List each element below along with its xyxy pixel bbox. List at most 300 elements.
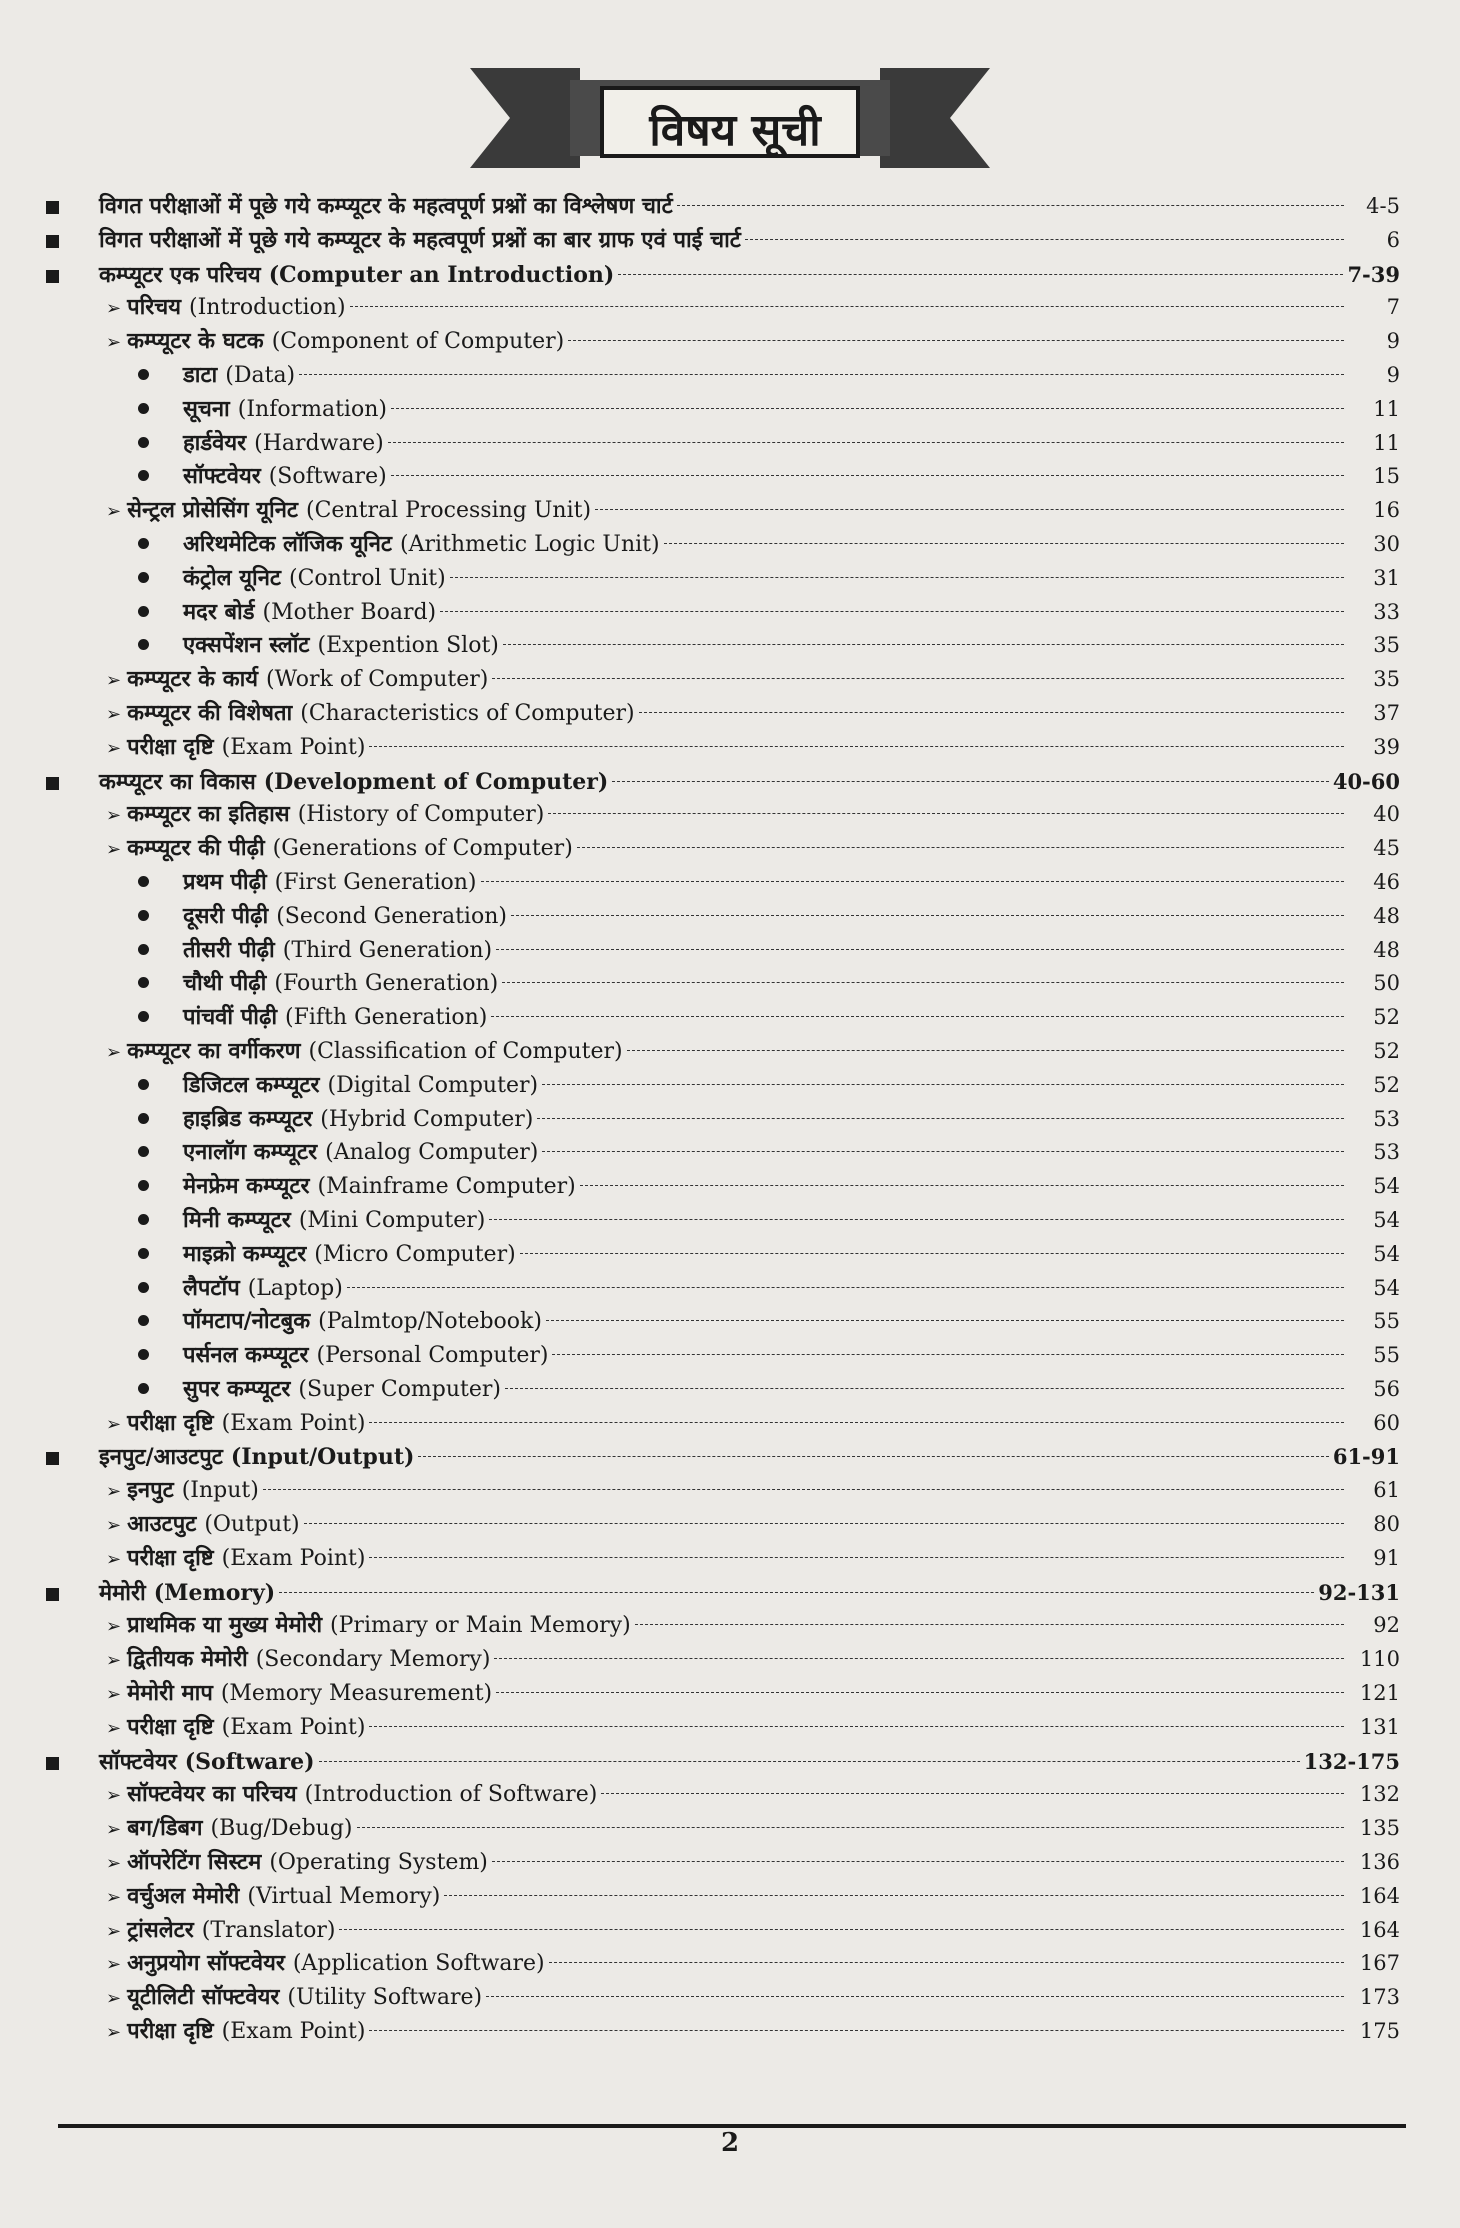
entry-title-hindi: तीसरी पीढ़ी: [183, 936, 275, 963]
entry-page-number: 92-131: [1318, 1579, 1400, 1605]
toc-entry: [40, 1103, 1400, 1137]
toc-entry: [40, 325, 1400, 359]
entry-title-hindi: परिचय: [127, 294, 182, 321]
entry-title-english: (Component of Computer): [271, 329, 565, 355]
entry-title-hindi: सॉफ्टवेयर का परिचय: [127, 1781, 297, 1808]
toc-entry: [40, 697, 1400, 731]
entry-title-hindi: सॉफ्टवेयर: [99, 1748, 177, 1775]
dotted-leader: [568, 340, 1344, 341]
page-title: विषय सूची: [649, 105, 821, 156]
entry-title-english: (Characteristics of Computer): [300, 700, 635, 726]
arrow-bullet-icon: ➢: [106, 1853, 122, 1875]
toc-entry: [40, 562, 1400, 596]
entry-title-english: (Central Processing Unit): [306, 498, 592, 524]
dotted-leader: [511, 915, 1344, 916]
toc-entry: [40, 1238, 1400, 1272]
dotted-leader: [548, 813, 1344, 814]
toc-entry: [40, 967, 1400, 1001]
entry-page-number: 56: [1373, 1376, 1400, 1401]
entry-page-number: 173: [1359, 1985, 1400, 2010]
entry-page-number: 164: [1359, 1883, 1400, 1908]
entry-title-english: (Personal Computer): [316, 1343, 549, 1369]
toc-entry: [40, 1440, 1400, 1474]
dot-bullet-icon: [138, 977, 149, 988]
toc-entry: [40, 1677, 1400, 1711]
entry-page-number: 61-91: [1332, 1444, 1400, 1470]
toc-entry: [40, 1880, 1400, 1914]
arrow-bullet-icon: ➢: [106, 1886, 122, 1908]
toc-entry: [40, 258, 1400, 292]
entry-title-hindi: कम्प्यूटर का इतिहास: [127, 801, 290, 828]
dot-bullet-icon: [138, 876, 149, 887]
dotted-leader: [369, 1726, 1344, 1727]
dotted-leader: [489, 1219, 1344, 1220]
entry-title-english: (Classification of Computer): [308, 1038, 623, 1064]
entry-title-english: (Exam Point): [221, 2019, 366, 2045]
arrow-bullet-icon: ➢: [106, 501, 122, 523]
dot-bullet-icon: [138, 369, 149, 380]
square-bullet-icon: [46, 235, 59, 248]
entry-page-number: 135: [1359, 1816, 1400, 1841]
toc-entry: [40, 832, 1400, 866]
dotted-leader: [496, 949, 1344, 950]
entry-title-english: (Bug/Debug): [210, 1816, 353, 1842]
entry-title-english: (Exam Point): [221, 1545, 366, 1571]
toc-entry: [40, 1542, 1400, 1576]
dotted-leader: [492, 1861, 1344, 1862]
entry-page-number: 6: [1386, 227, 1400, 252]
dot-bullet-icon: [138, 1214, 149, 1225]
dot-bullet-icon: [138, 1349, 149, 1360]
entry-title-hindi: विगत परीक्षाओं में पूछे गये कम्प्यूटर के महत्वपूर्ण प्रश्नों का बार ग्राफ एवं पाई चार्ट: [99, 226, 741, 253]
entry-title-hindi: मिनी कम्प्यूटर: [183, 1206, 291, 1233]
dotted-leader: [418, 1456, 1328, 1457]
entry-title-hindi: दूसरी पीढ़ी: [183, 902, 269, 929]
entry-title-english: (Operating System): [269, 1850, 488, 1876]
dotted-leader: [505, 1388, 1344, 1389]
dotted-leader: [496, 1692, 1344, 1693]
square-bullet-icon: [46, 201, 59, 214]
entry-page-number: 45: [1373, 836, 1400, 861]
entry-title-hindi: पांचवीं पीढ़ी: [183, 1004, 278, 1031]
toc-entry: [40, 1508, 1400, 1542]
dot-bullet-icon: [138, 1113, 149, 1124]
dot-bullet-icon: [138, 944, 149, 955]
toc-entry: [40, 1272, 1400, 1306]
dotted-leader: [612, 781, 1329, 782]
entry-page-number: 39: [1373, 734, 1400, 759]
toc-entry: [40, 1170, 1400, 1204]
dotted-leader: [601, 1793, 1344, 1794]
entry-title-hindi: इनपुट/आउटपुट: [99, 1444, 223, 1471]
toc-entry: [40, 731, 1400, 765]
dotted-leader: [481, 881, 1345, 882]
entry-title-hindi: मदर बोर्ड: [183, 598, 255, 625]
entry-title-hindi: परीक्षा दृष्टि: [127, 1713, 214, 1740]
entry-page-number: 110: [1359, 1647, 1400, 1672]
toc-entry: [40, 1339, 1400, 1373]
entry-title-hindi: कम्प्यूटर एक परिचय: [99, 261, 261, 288]
dot-bullet-icon: [138, 1146, 149, 1157]
entry-page-number: 40: [1373, 802, 1400, 827]
entry-page-number: 4-5: [1366, 194, 1400, 218]
dotted-leader: [357, 1827, 1345, 1828]
entry-title-english: (Arithmetic Logic Unit): [400, 531, 660, 557]
dotted-leader: [537, 1118, 1344, 1119]
arrow-bullet-icon: ➢: [106, 670, 122, 692]
entry-title-english: (Software): [268, 464, 387, 490]
entry-title-english: (Introduction of Software): [304, 1782, 598, 1808]
entry-page-number: 54: [1373, 1174, 1400, 1199]
toc-entry: [40, 1812, 1400, 1846]
dot-bullet-icon: [138, 1079, 149, 1090]
dot-bullet-icon: [138, 437, 149, 448]
dotted-leader: [369, 1422, 1344, 1423]
entry-title-hindi: डिजिटल कम्प्यूटर: [183, 1071, 320, 1098]
toc-entry: [40, 798, 1400, 832]
entry-page-number: 52: [1373, 1005, 1400, 1030]
toc-entry: [40, 1609, 1400, 1643]
entry-title-hindi: लैपटॉप: [183, 1274, 240, 1301]
toc-entry: [40, 1035, 1400, 1069]
entry-title-english: (Hardware): [254, 430, 384, 456]
dotted-leader: [664, 543, 1344, 544]
entry-title-english: (Digital Computer): [327, 1072, 539, 1098]
toc-entry: [40, 1745, 1400, 1779]
entry-title-hindi: कम्प्यूटर का विकास: [99, 768, 256, 795]
toc-entry: [40, 2015, 1400, 2049]
dotted-leader: [577, 847, 1344, 848]
square-bullet-icon: [46, 1757, 59, 1770]
entry-title-hindi: आउटपुट: [127, 1511, 197, 1538]
arrow-bullet-icon: ➢: [106, 1413, 122, 1435]
dotted-leader: [595, 509, 1344, 510]
arrow-bullet-icon: ➢: [106, 1988, 122, 2010]
entry-page-number: 37: [1373, 700, 1400, 725]
toc-entry: [40, 359, 1400, 393]
entry-page-number: 35: [1373, 633, 1400, 658]
entry-title-hindi: अरिथमेटिक लॉजिक यूनिट: [183, 530, 393, 557]
dotted-leader: [635, 1624, 1344, 1625]
entry-title-hindi: यूटीलिटी सॉफ्टवेयर: [127, 1984, 280, 2011]
entry-title-hindi: सेन्ट्रल प्रोसेसिंग यूनिट: [127, 497, 298, 524]
toc-entry: [40, 291, 1400, 325]
toc-entry: [40, 1643, 1400, 1677]
entry-title-english: (Secondary Memory): [255, 1647, 491, 1673]
entry-page-number: 7: [1386, 295, 1400, 320]
entry-title-hindi: कंट्रोल यूनिट: [183, 564, 282, 591]
entry-title-hindi: परीक्षा दृष्टि: [127, 1544, 214, 1571]
entry-page-number: 61: [1373, 1478, 1400, 1503]
dotted-leader: [503, 644, 1344, 645]
entry-title-english: (Memory): [153, 1579, 276, 1606]
entry-title-hindi: कम्प्यूटर का वर्गीकरण: [127, 1037, 301, 1064]
entry-title-hindi: चौथी पीढ़ी: [183, 970, 267, 997]
square-bullet-icon: [46, 1588, 59, 1601]
square-bullet-icon: [46, 1452, 59, 1465]
arrow-bullet-icon: ➢: [106, 1684, 122, 1706]
toc-entry: [40, 1981, 1400, 2015]
entry-page-number: 31: [1373, 565, 1400, 590]
dotted-leader: [299, 374, 1344, 375]
dotted-leader: [347, 1287, 1344, 1288]
entry-title-english: (Third Generation): [282, 937, 493, 963]
dotted-leader: [542, 1084, 1344, 1085]
arrow-bullet-icon: ➢: [106, 1819, 122, 1841]
entry-page-number: 48: [1373, 937, 1400, 962]
dotted-leader: [494, 1658, 1344, 1659]
dotted-leader: [369, 746, 1344, 747]
toc-entry: [40, 190, 1400, 224]
entry-title-english: (Exam Point): [221, 1714, 366, 1740]
arrow-bullet-icon: ➢: [106, 1548, 122, 1570]
entry-title-english: (Mini Computer): [298, 1207, 486, 1233]
entry-title-english: (History of Computer): [297, 802, 545, 828]
entry-page-number: 121: [1359, 1681, 1400, 1706]
entry-title-english: (Micro Computer): [314, 1241, 516, 1267]
dotted-leader: [350, 306, 1344, 307]
entry-title-english: (Translator): [201, 1917, 336, 1943]
dotted-leader: [491, 1016, 1344, 1017]
arrow-bullet-icon: ➢: [106, 703, 122, 725]
dotted-leader: [444, 1895, 1344, 1896]
entry-title-hindi: ऑपरेटिंग सिस्टम: [127, 1849, 262, 1876]
entry-title-english: (Work of Computer): [266, 667, 489, 693]
entry-title-english: (Primary or Main Memory): [330, 1613, 631, 1639]
entry-title-english: (Mother Board): [262, 599, 437, 625]
dotted-leader: [440, 611, 1344, 612]
entry-title-hindi: पॉमटाप/नोटबुक: [183, 1308, 311, 1335]
entry-page-number: 92: [1373, 1613, 1400, 1638]
dot-bullet-icon: [138, 572, 149, 583]
entry-title-hindi: बग/डिबग: [127, 1815, 203, 1842]
dotted-leader: [391, 408, 1344, 409]
dotted-leader: [304, 1523, 1344, 1524]
entry-page-number: 30: [1373, 531, 1400, 556]
entry-page-number: 16: [1373, 498, 1400, 523]
entry-title-hindi: पर्सनल कम्प्यूटर: [183, 1342, 309, 1369]
entry-title-english: (Hybrid Computer): [320, 1106, 534, 1132]
entry-title-english: (First Generation): [274, 869, 477, 895]
entry-page-number: 80: [1373, 1512, 1400, 1537]
arrow-bullet-icon: ➢: [106, 2022, 122, 2044]
dot-bullet-icon: [138, 1315, 149, 1326]
toc-entry: [40, 1914, 1400, 1948]
toc-entry: [40, 460, 1400, 494]
dotted-leader: [520, 1253, 1344, 1254]
dotted-leader: [450, 577, 1344, 578]
entry-title-hindi: सूचना: [183, 395, 230, 422]
toc-entry: [40, 1576, 1400, 1610]
entry-page-number: 55: [1373, 1309, 1400, 1334]
dotted-leader: [492, 678, 1344, 679]
arrow-bullet-icon: ➢: [106, 839, 122, 861]
entry-title-english: (Palmtop/Notebook): [318, 1309, 542, 1335]
entry-title-english: (Exam Point): [221, 734, 366, 760]
entry-title-english: (Introduction): [189, 295, 346, 321]
entry-title-english: (Utility Software): [287, 1985, 483, 2011]
entry-title-hindi: कम्प्यूटर के घटक: [127, 328, 264, 355]
entry-title-hindi: माइक्रो कम्प्यूटर: [183, 1240, 307, 1267]
dotted-leader: [279, 1592, 1314, 1593]
entry-title-hindi: प्रथम पीढ़ी: [183, 868, 267, 895]
entry-title-hindi: एनालॉग कम्प्यूटर: [183, 1139, 318, 1166]
entry-page-number: 132: [1359, 1782, 1400, 1807]
dotted-leader: [552, 1354, 1344, 1355]
entry-page-number: 9: [1386, 329, 1400, 354]
toc-entry: [40, 1373, 1400, 1407]
dotted-leader: [263, 1489, 1344, 1490]
entry-title-hindi: मेमोरी माप: [127, 1680, 213, 1707]
dotted-leader: [369, 2030, 1344, 2031]
toc-entry: [40, 1846, 1400, 1880]
entry-title-english: (Analog Computer): [325, 1140, 539, 1166]
arrow-bullet-icon: ➢: [106, 805, 122, 827]
entry-page-number: 53: [1373, 1140, 1400, 1165]
entry-title-english: (Input): [181, 1478, 259, 1504]
entry-title-hindi: इनपुट: [127, 1477, 174, 1504]
entry-page-number: 167: [1359, 1951, 1400, 1976]
entry-title-hindi: परीक्षा दृष्टि: [127, 2018, 214, 2045]
arrow-bullet-icon: ➢: [106, 1717, 122, 1739]
arrow-bullet-icon: ➢: [106, 1650, 122, 1672]
entry-page-number: 131: [1359, 1714, 1400, 1739]
toc-entry: [40, 663, 1400, 697]
dotted-leader: [319, 1761, 1300, 1762]
entry-title-hindi: ट्रांसलेटर: [127, 1916, 194, 1943]
entry-page-number: 7-39: [1347, 261, 1400, 287]
dotted-leader: [745, 239, 1344, 240]
dotted-leader: [639, 712, 1344, 713]
entry-title-english: (Virtual Memory): [247, 1883, 441, 1909]
entry-title-hindi: प्राथमिक या मुख्य मेमोरी: [127, 1612, 323, 1639]
entry-page-number: 175: [1359, 2019, 1400, 2044]
toc-entry: [40, 1407, 1400, 1441]
arrow-bullet-icon: ➢: [106, 1954, 122, 1976]
entry-title-english: (Memory Measurement): [220, 1681, 493, 1707]
toc-entry: [40, 629, 1400, 663]
arrow-bullet-icon: ➢: [106, 1041, 122, 1063]
entry-title-hindi: कम्प्यूटर की पीढ़ी: [127, 835, 265, 862]
entry-title-english: (Fourth Generation): [274, 971, 499, 997]
toc-entry: [40, 1947, 1400, 1981]
arrow-bullet-icon: ➢: [106, 332, 122, 354]
entry-page-number: 52: [1373, 1072, 1400, 1097]
dotted-leader: [486, 1996, 1344, 1997]
toc-entry: [40, 900, 1400, 934]
dot-bullet-icon: [138, 470, 149, 481]
entry-title-hindi: परीक्षा दृष्टि: [127, 1409, 214, 1436]
entry-title-hindi: कम्प्यूटर की विशेषता: [127, 699, 293, 726]
entry-page-number: 15: [1373, 464, 1400, 489]
entry-page-number: 60: [1373, 1410, 1400, 1435]
toc-entry: [40, 1136, 1400, 1170]
entry-page-number: 11: [1373, 396, 1400, 421]
toc-entry: [40, 494, 1400, 528]
entry-title-hindi: मेनफ्रेम कम्प्यूटर: [183, 1173, 310, 1200]
entry-title-hindi: विगत परीक्षाओं में पूछे गये कम्प्यूटर के महत्वपूर्ण प्रश्नों का विश्लेषण चार्ट: [99, 193, 673, 219]
entry-title-hindi: डाटा: [183, 361, 218, 388]
dot-bullet-icon: [138, 403, 149, 414]
toc-entry: [40, 765, 1400, 799]
entry-page-number: 164: [1359, 1917, 1400, 1942]
entry-page-number: 9: [1386, 362, 1400, 387]
dot-bullet-icon: [138, 538, 149, 549]
entry-page-number: 40-60: [1332, 768, 1400, 794]
dot-bullet-icon: [138, 1248, 149, 1259]
entry-title-english: (Software): [184, 1748, 315, 1775]
entry-title-english: (Exam Point): [221, 1410, 366, 1436]
entry-title-english: (Fifth Generation): [285, 1005, 488, 1031]
entry-page-number: 53: [1373, 1106, 1400, 1131]
entry-title-english: (Data): [225, 362, 296, 388]
entry-title-english: (Information): [237, 396, 387, 422]
toc-entry: [40, 1305, 1400, 1339]
square-bullet-icon: [46, 270, 59, 283]
toc-entry: [40, 866, 1400, 900]
entry-title-english: (Application Software): [292, 1951, 545, 1977]
entry-title-hindi: सुपर कम्प्यूटर: [183, 1375, 291, 1402]
toc-entry: [40, 1711, 1400, 1745]
entry-page-number: 11: [1373, 430, 1400, 455]
arrow-bullet-icon: ➢: [106, 1616, 122, 1638]
entry-page-number: 91: [1373, 1545, 1400, 1570]
entry-title-english: (Computer an Introduction): [268, 261, 615, 288]
entry-page-number: 52: [1373, 1038, 1400, 1063]
toc-entry: [40, 934, 1400, 968]
dot-bullet-icon: [138, 1011, 149, 1022]
dotted-leader: [546, 1320, 1344, 1321]
entry-title-hindi: एक्सपेंशन स्लॉट: [183, 632, 310, 659]
toc-entry: [40, 1204, 1400, 1238]
entry-title-english: (Second Generation): [276, 903, 507, 929]
entry-page-number: 50: [1373, 971, 1400, 996]
entry-title-hindi: हार्डवेयर: [183, 429, 247, 456]
entry-title-hindi: मेमोरी: [99, 1579, 146, 1606]
entry-title-english: (Input/Output): [230, 1444, 415, 1471]
entry-page-number: 54: [1373, 1241, 1400, 1266]
entry-title-english: (Control Unit): [289, 565, 446, 591]
dotted-leader: [391, 475, 1344, 476]
dot-bullet-icon: [138, 1180, 149, 1191]
entry-title-hindi: कम्प्यूटर के कार्य: [127, 666, 259, 693]
dotted-leader: [549, 1962, 1344, 1963]
dotted-leader: [502, 982, 1344, 983]
toc-entry: [40, 596, 1400, 630]
entry-page-number: 48: [1373, 903, 1400, 928]
entry-page-number: 55: [1373, 1343, 1400, 1368]
arrow-bullet-icon: ➢: [106, 1515, 122, 1537]
toc-entry: [40, 528, 1400, 562]
entry-title-english: (Super Computer): [298, 1376, 502, 1402]
arrow-bullet-icon: ➢: [106, 1920, 122, 1942]
entry-title-hindi: परीक्षा दृष्टि: [127, 733, 214, 760]
entry-page-number: 132-175: [1303, 1748, 1400, 1774]
toc-entry: [40, 427, 1400, 461]
dot-bullet-icon: [138, 606, 149, 617]
entry-page-number: 46: [1373, 869, 1400, 894]
toc-entry: [40, 1778, 1400, 1812]
entry-title-hindi: द्वितीयक मेमोरी: [127, 1646, 248, 1673]
entry-title-english: (Generations of Computer): [272, 836, 573, 862]
entry-title-hindi: हाइब्रिड कम्प्यूटर: [183, 1105, 313, 1132]
entry-page-number: 54: [1373, 1207, 1400, 1232]
entry-title-hindi: वर्चुअल मेमोरी: [127, 1882, 240, 1909]
entry-title-english: (Laptop): [247, 1275, 343, 1301]
dotted-leader: [542, 1151, 1344, 1152]
dotted-leader: [618, 274, 1343, 275]
entry-page-number: 33: [1373, 599, 1400, 624]
